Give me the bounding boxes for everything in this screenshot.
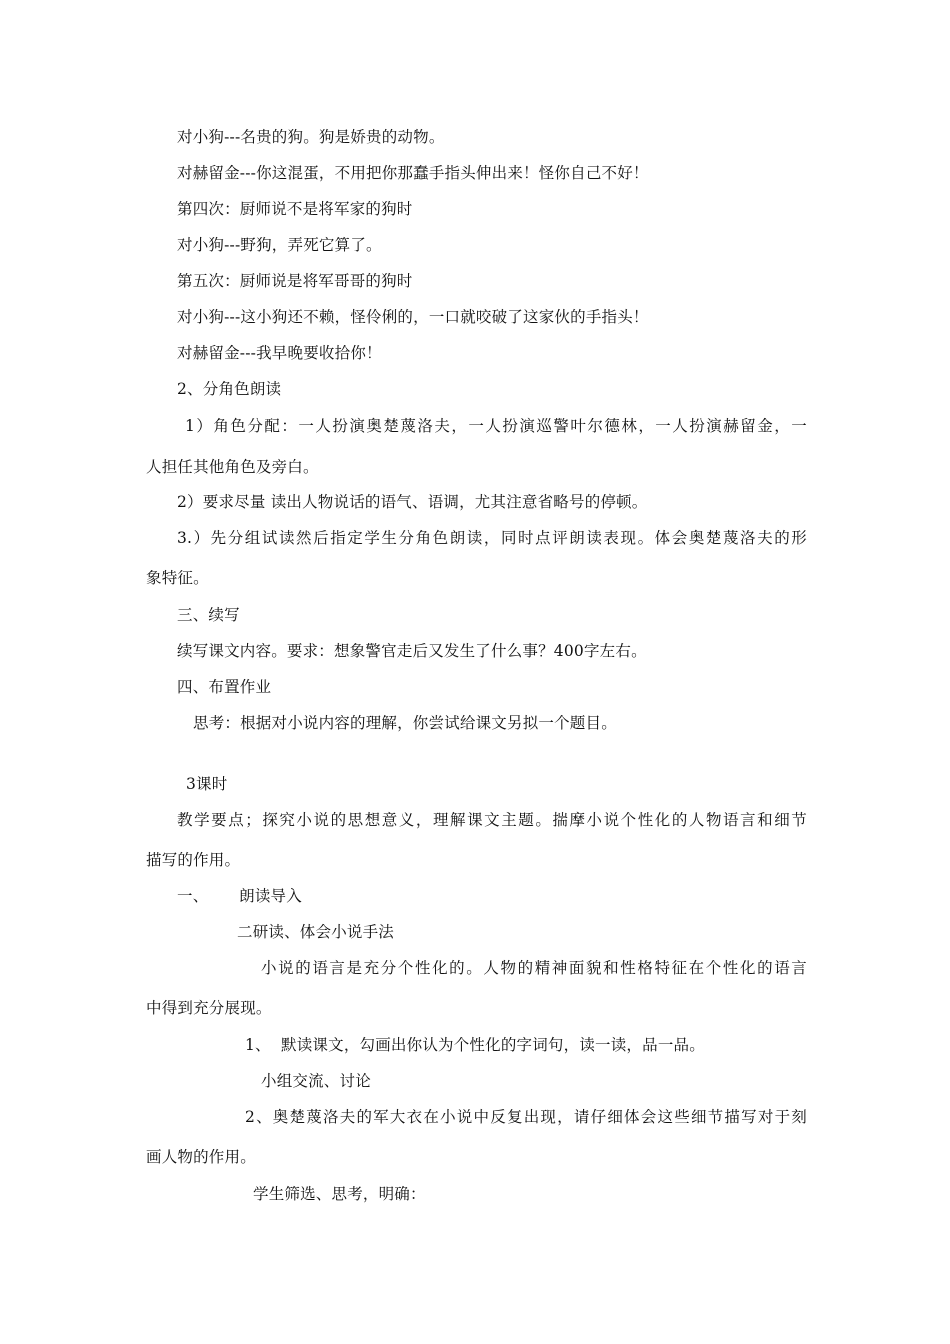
section-heading: 三、续写 <box>177 606 240 624</box>
text-line: 对小狗---名贵的狗。狗是娇贵的动物。 <box>177 128 445 146</box>
text-line: 小说的语言是充分个性化的。人物的精神面貌和性格特征在个性化的语言 <box>261 959 807 977</box>
section-heading: 2、分角色朗读 <box>177 380 282 398</box>
text-line: 画人物的作用。 <box>146 1148 256 1166</box>
text-line: 对赫留金---你这混蛋，不用把你那蠢手指头伸出来！怪你自己不好！ <box>177 164 649 182</box>
text-line: 第四次：厨师说不是将军家的狗时 <box>177 200 413 218</box>
text-line: 中得到充分展现。 <box>146 999 272 1017</box>
section-heading: 一、 朗读导入 <box>177 887 302 905</box>
text-line: 教学要点；探究小说的思想意义，理解课文主题。揣摩小说个性化的人物语言和细节 <box>177 811 807 829</box>
text-line: 3.）先分组试读然后指定学生分角色朗读，同时点评朗读表现。体会奥楚蔑洛夫的形 <box>177 529 807 547</box>
text-line: 象特征。 <box>146 569 209 587</box>
text-line: 第五次：厨师说是将军哥哥的狗时 <box>177 272 413 290</box>
text-line: 2、奥楚蔑洛夫的军大衣在小说中反复出现，请仔细体会这些细节描写对于刻 <box>245 1108 807 1126</box>
section-heading: 二研读、体会小说手法 <box>237 923 395 941</box>
text-line: 1）角色分配：一人扮演奥楚蔑洛夫，一人扮演巡警叶尔德林，一人扮演赫留金，一 <box>185 417 807 435</box>
text-line: 对小狗---野狗，弄死它算了。 <box>177 236 382 254</box>
text-line: 学生筛选、思考，明确： <box>253 1185 426 1203</box>
text-line: 描写的作用。 <box>146 851 241 869</box>
text-line: 2）要求尽量 读出人物说话的语气、语调，尤其注意省略号的停顿。 <box>177 493 648 511</box>
text-line: 小组交流、讨论 <box>261 1072 371 1090</box>
text-line: 思考：根据对小说内容的理解，你尝试给课文另拟一个题目。 <box>193 714 617 732</box>
text-line: 对赫留金---我早晚要收拾你！ <box>177 344 382 362</box>
text-line: 人担任其他角色及旁白。 <box>146 458 319 476</box>
text-line: 1、 默读课文，勾画出你认为个性化的字词句，读一读，品一品。 <box>245 1036 705 1054</box>
text-line: 对小狗---这小狗还不赖，怪伶俐的，一口就咬破了这家伙的手指头！ <box>177 308 649 326</box>
section-heading: 四、布置作业 <box>177 678 272 696</box>
lesson-heading: 3课时 <box>186 775 228 793</box>
text-line: 续写课文内容。要求：想象警官走后又发生了什么事？400字左右。 <box>177 642 647 660</box>
